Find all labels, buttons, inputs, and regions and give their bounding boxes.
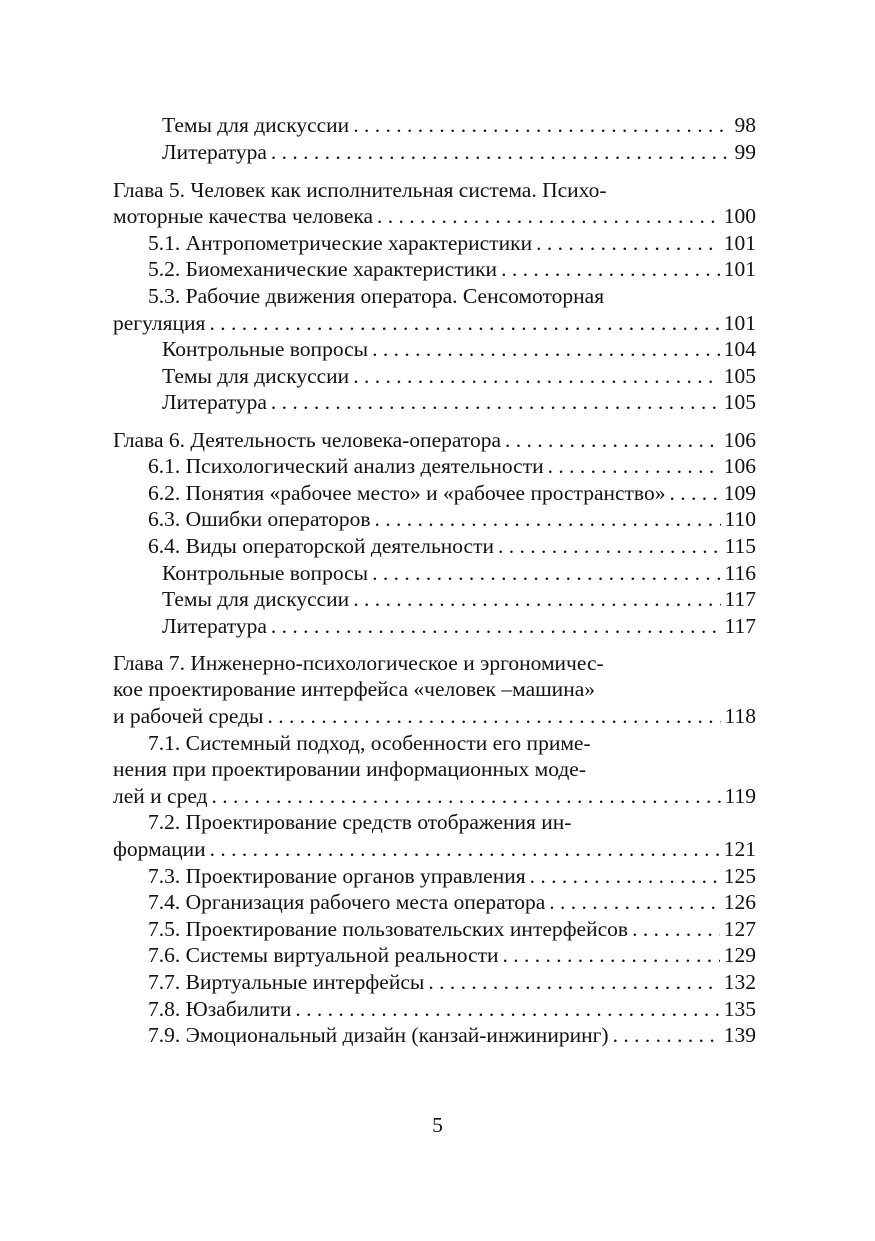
dot-leader: [549, 889, 719, 916]
toc-line: [113, 310, 756, 337]
toc-section[interactable]: [113, 730, 756, 810]
toc-entry-title: нения при проектировании информационных моде-: [113, 757, 586, 782]
toc-line: [113, 836, 756, 863]
toc-entry-title: 7.3. Проектирование органов управления: [148, 863, 526, 888]
toc-page-number: 101: [723, 230, 756, 255]
toc-page-number: 98: [734, 113, 756, 137]
toc-chapter[interactable]: [113, 177, 756, 230]
toc-line: [113, 916, 756, 943]
dot-leader: [503, 942, 720, 969]
dot-leader: [377, 203, 720, 230]
dot-leader: [498, 533, 721, 560]
dot-leader: [353, 586, 720, 613]
toc-line: [113, 480, 756, 507]
toc-entry-title: 5.2. Биомеханические характеристики: [148, 257, 498, 282]
toc-page-number: 121: [723, 836, 756, 861]
dot-leader: [548, 453, 720, 480]
toc-section[interactable]: [113, 942, 756, 969]
toc-entry-title: моторные качества человека: [113, 204, 374, 229]
toc-entry-title: Глава 7. Инженерно-психологическое и эргономичес-: [113, 650, 604, 675]
toc-section[interactable]: [113, 809, 756, 862]
toc-page-number: 125: [723, 863, 756, 888]
toc-entry-title: формации: [113, 836, 206, 861]
toc-page-number: 129: [723, 943, 756, 968]
toc-page-number: 132: [723, 969, 756, 994]
toc-line: [113, 230, 756, 257]
toc-entry-title: 7.6. Системы виртуальной реальности: [148, 943, 499, 968]
toc-page-number: 117: [724, 587, 756, 612]
toc-line: [113, 560, 756, 587]
dot-leader: [353, 112, 730, 139]
toc-section[interactable]: [113, 916, 756, 943]
toc-line: [113, 139, 756, 166]
toc-line: [113, 783, 756, 810]
toc-line: [113, 1022, 756, 1049]
toc-subentry[interactable]: [113, 613, 756, 640]
toc-line: [113, 863, 756, 890]
dot-leader: [632, 916, 720, 943]
toc-page-number: 105: [723, 363, 756, 388]
toc-line: [113, 336, 756, 363]
dot-leader: [372, 560, 720, 587]
toc-line: [113, 453, 756, 480]
toc-page-number: 135: [723, 996, 756, 1021]
dot-leader: [669, 480, 719, 507]
dot-leader: [375, 506, 721, 533]
dot-leader: [372, 336, 720, 363]
toc-section[interactable]: [113, 889, 756, 916]
toc-line: [113, 996, 756, 1023]
toc-subentry[interactable]: [113, 389, 756, 416]
toc-entry-title: 6.1. Психологический анализ деятельности: [148, 454, 544, 479]
toc-subentry[interactable]: [113, 363, 756, 390]
dot-leader: [295, 996, 719, 1023]
toc-line: [113, 506, 756, 533]
toc-line: [113, 177, 756, 204]
toc-entry-title: 7.2. Проектирование средств отображения ин-: [148, 810, 572, 835]
toc-line: [113, 586, 756, 613]
toc-section[interactable]: [113, 969, 756, 996]
toc-page-number: 110: [724, 507, 756, 532]
toc-entry-title: и рабочей среды: [113, 703, 264, 728]
toc-page-number: 117: [724, 613, 756, 638]
toc-line: [113, 730, 756, 757]
dot-leader: [428, 969, 719, 996]
dot-leader: [271, 139, 731, 166]
toc-section[interactable]: [113, 506, 756, 533]
toc-section[interactable]: [113, 533, 756, 560]
toc-entry-title: кое проектирование интерфейса «человек –машина»: [113, 677, 595, 702]
toc-page-number: 100: [723, 204, 756, 229]
toc-page-number: 127: [723, 916, 756, 941]
toc-page-number: 101: [723, 310, 756, 335]
toc-entry-title: Темы для дискуссии: [162, 587, 350, 612]
toc-line: [113, 283, 756, 310]
toc-page-number: 126: [723, 890, 756, 915]
toc-section[interactable]: [113, 453, 756, 480]
toc-entry-title: 7.4. Организация рабочего места оператора: [148, 890, 546, 915]
toc-entry-title: Литература: [162, 139, 267, 164]
toc-page-number: 139: [723, 1023, 756, 1048]
toc-line: [113, 969, 756, 996]
toc-subentry[interactable]: [113, 586, 756, 613]
toc-entry-title: 6.2. Понятия «рабочее место» и «рабочее пространство»: [148, 480, 666, 505]
toc-entry-title: 7.9. Эмоциональный дизайн (канзай-инжиниринг): [148, 1023, 609, 1048]
toc-entry-title: Темы для дискуссии: [162, 113, 350, 137]
dot-leader: [210, 836, 720, 863]
toc-line: [113, 889, 756, 916]
toc-page-number: 106: [723, 427, 756, 452]
dot-leader: [353, 363, 720, 390]
dot-leader: [536, 230, 720, 257]
toc-subentry[interactable]: [113, 139, 756, 166]
toc-entry-title: Литература: [162, 613, 267, 638]
toc-section[interactable]: [113, 230, 756, 257]
toc-entry-title: 7.8. Юзабилити: [148, 996, 292, 1021]
toc-subentry[interactable]: [113, 112, 756, 139]
toc-entry-title: Контрольные вопросы: [162, 337, 369, 362]
toc-entry-title: Литература: [162, 390, 267, 415]
dot-leader: [613, 1022, 720, 1049]
toc-page-number: 105: [723, 390, 756, 415]
toc-section[interactable]: [113, 256, 756, 283]
toc-entry-title: регуляция: [113, 310, 206, 335]
toc-section[interactable]: [113, 283, 756, 336]
toc-line: [113, 533, 756, 560]
toc-line: [113, 650, 756, 677]
dot-leader: [271, 389, 720, 416]
toc-entry-title: 5.1. Антропометрические характеристики: [148, 230, 533, 255]
toc-chapter[interactable]: [113, 650, 756, 730]
toc-entry-title: 7.1. Системный подход, особенности его приме-: [148, 730, 591, 755]
toc-entry-title: Глава 5. Человек как исполнительная система. Психо-: [113, 177, 607, 202]
toc-entry-title: Контрольные вопросы: [162, 560, 369, 585]
toc-line: [113, 389, 756, 416]
toc-entry-title: 6.4. Виды операторской деятельности: [148, 533, 494, 558]
dot-leader: [271, 613, 721, 640]
toc-section[interactable]: [113, 863, 756, 890]
toc-line: [113, 676, 756, 703]
toc-entry-title: 7.5. Проектирование пользовательских интерфейсов: [148, 916, 629, 941]
toc-section[interactable]: [113, 996, 756, 1023]
toc-line: [113, 703, 756, 730]
table-of-contents: [113, 112, 756, 1049]
toc-line: [113, 756, 756, 783]
dot-leader: [267, 703, 720, 730]
page-number: 5: [432, 1113, 443, 1137]
toc-line: [113, 427, 756, 454]
toc-entry-title: Темы для дискуссии: [162, 363, 350, 388]
dot-leader: [212, 783, 721, 810]
toc-entry-title: 7.7. Виртуальные интерфейсы: [148, 969, 425, 994]
toc-line: [113, 942, 756, 969]
toc-line: [113, 613, 756, 640]
toc-entry-title: 6.3. Ошибки операторов: [148, 507, 371, 532]
dot-leader: [530, 863, 720, 890]
toc-entry-title: 5.3. Рабочие движения оператора. Сенсомоторная: [148, 284, 605, 309]
toc-line: [113, 363, 756, 390]
toc-page-number: 118: [724, 703, 756, 728]
toc-section[interactable]: [113, 1022, 756, 1049]
toc-entry-title: Глава 6. Деятельность человека-оператора: [113, 427, 502, 452]
dot-leader: [209, 310, 719, 337]
toc-page-number: 109: [723, 480, 756, 505]
dot-leader: [501, 256, 720, 283]
toc-page-number: 106: [723, 454, 756, 479]
toc-page-number: 101: [723, 257, 756, 282]
toc-chapter[interactable]: [113, 427, 756, 454]
toc-section[interactable]: [113, 480, 756, 507]
toc-subentry[interactable]: [113, 336, 756, 363]
toc-line: [113, 256, 756, 283]
toc-page-number: 115: [724, 533, 756, 558]
toc-subentry[interactable]: [113, 560, 756, 587]
toc-line: [113, 203, 756, 230]
toc-page-number: 104: [723, 337, 756, 362]
toc-page-number: 116: [724, 560, 756, 585]
dot-leader: [505, 427, 720, 454]
toc-page-number: 99: [734, 139, 756, 164]
toc-line: [113, 112, 756, 139]
toc-entry-title: лей и сред: [113, 783, 208, 808]
toc-page-number: 119: [724, 783, 756, 808]
toc-line: [113, 809, 756, 836]
